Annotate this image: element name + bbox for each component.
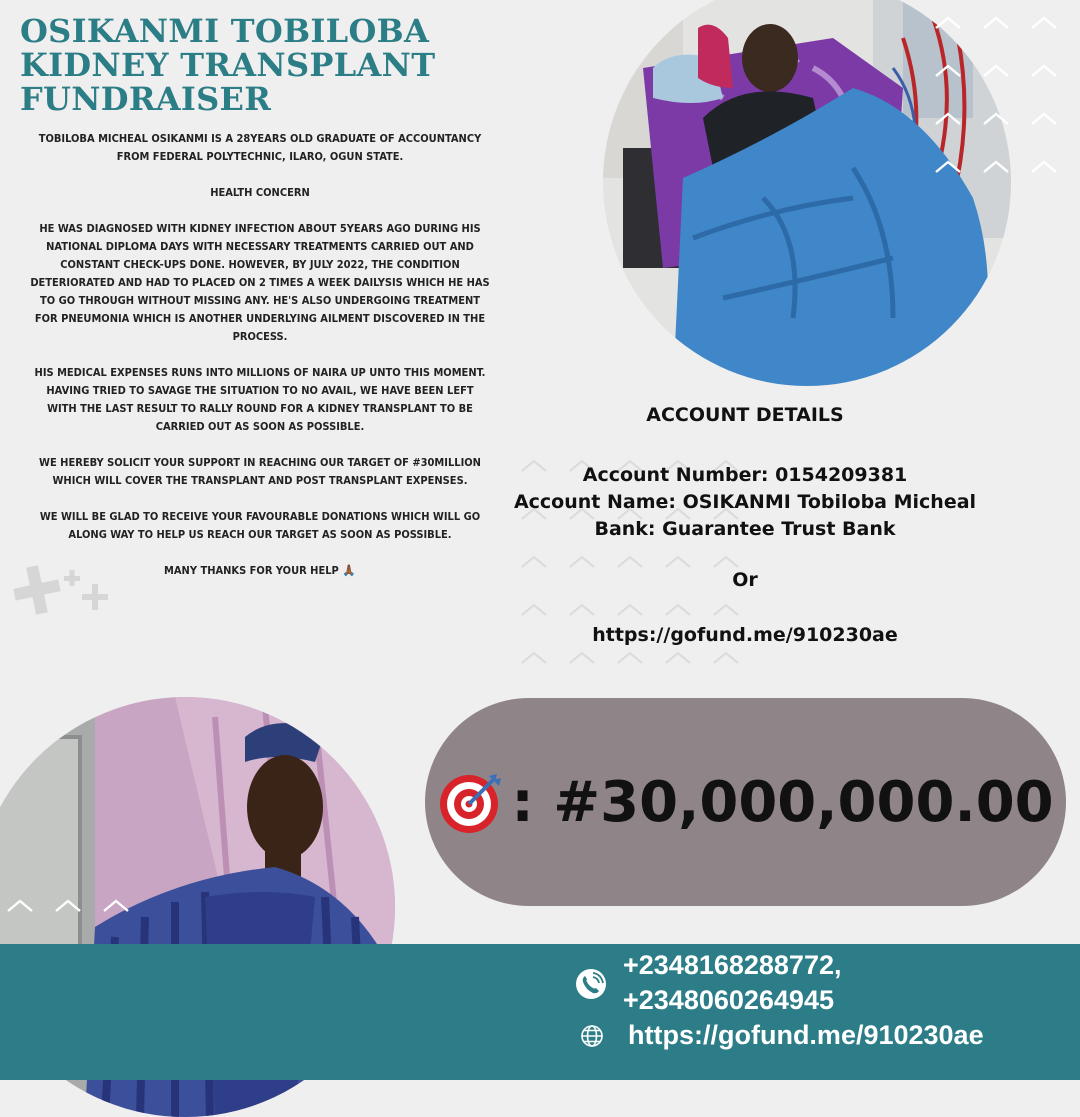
- target-amount: : #30,000,000.00: [511, 769, 1054, 835]
- web-row: [575, 1020, 984, 1051]
- page-title: OSIKANMI TOBILOBA KIDNEY TRANSPLANT FUNDRAISER: [20, 12, 436, 118]
- phone-numbers: [623, 948, 841, 1018]
- account-name: Account Name: OSIKANMI Tobiloba Micheal: [513, 491, 977, 513]
- contact-block: [575, 948, 984, 1051]
- story-diagnosis: HE WAS DIAGNOSED WITH KIDNEY INFECTION ABOUT 5YEARS AGO DURING HIS NATIONAL DIPLOMA DAYS WITH NECESSARY TREATMENTS CARRIED OUT AND CONSTANT CHECK-UPS DONE. HOWEVER, BY JULY 2022, THE CONDITION DETERIORATED AND HAD TO PLACED ON 2 TIMES A WEEK DAILYSIS WHICH HE HAS TO GO THROUGH WITHOUT MISSING ANY. HE'S ALSO UNDERGOING TREATMENT FOR PNEUMONIA WHICH IS ANOTHER UNDERLYING AILMENT DISCOVERED IN THE PROCESS.: [30, 222, 490, 343]
- website-link[interactable]: https://gofund.me/910230ae: [628, 1020, 984, 1050]
- story-expenses: HIS MEDICAL EXPENSES RUNS INTO MILLIONS OF NAIRA UP UNTO THIS MOMENT. HAVING TRIED TO SAVAGE THE SITUATION TO NO AVAIL, WE HAVE BEEN LEFT WITH THE LAST RESULT TO RALLY ROUND FOR A KIDNEY TRANSPLANT TO BE CARRIED OUT AS SOON AS POSSIBLE.: [34, 366, 486, 433]
- story-thanks: MANY THANKS FOR YOUR HELP 🙏🏾: [164, 564, 356, 577]
- account-gofund-link[interactable]: https://gofund.me/910230ae: [592, 624, 898, 646]
- account-bank: Bank: Guarantee Trust Bank: [594, 518, 896, 540]
- story-donations: WE WILL BE GLAD TO RECEIVE YOUR FAVOURABLE DONATIONS WHICH WILL GO ALONG WAY TO HELP US REACH OUR TARGET AS SOON AS POSSIBLE.: [39, 510, 481, 541]
- phone-row: [575, 948, 984, 1018]
- phone-number-1[interactable]: +2348168288772,: [623, 950, 842, 980]
- story-appeal: WE HEREBY SOLICIT YOUR SUPPORT IN REACHING OUR TARGET OF #30MILLION WHICH WILL COVER THE TRANSPLANT AND POST TRANSPLANT EXPENSES.: [39, 456, 481, 487]
- story-heading-health: HEALTH CONCERN: [210, 186, 310, 199]
- phone-number-2[interactable]: +2348060264945: [623, 985, 834, 1015]
- chevron-decoration-top: [930, 8, 1070, 178]
- account-or: Or: [732, 569, 758, 591]
- dart-target-icon: [437, 768, 505, 836]
- globe-icon: [580, 1024, 604, 1048]
- plus-decoration: [10, 562, 110, 636]
- story-intro: TOBILOBA MICHEAL OSIKANMI IS A 28YEARS OLD GRADUATE OF ACCOUNTANCY FROM FEDERAL POLYTECHNIC, ILARO, OGUN STATE.: [38, 132, 482, 163]
- account-number: Account Number: 0154209381: [582, 464, 908, 486]
- phone-icon: [575, 968, 607, 1000]
- story-text: [30, 130, 490, 598]
- account-details: [500, 404, 990, 649]
- account-heading: ACCOUNT DETAILS: [646, 404, 844, 426]
- target-pill: [425, 698, 1066, 906]
